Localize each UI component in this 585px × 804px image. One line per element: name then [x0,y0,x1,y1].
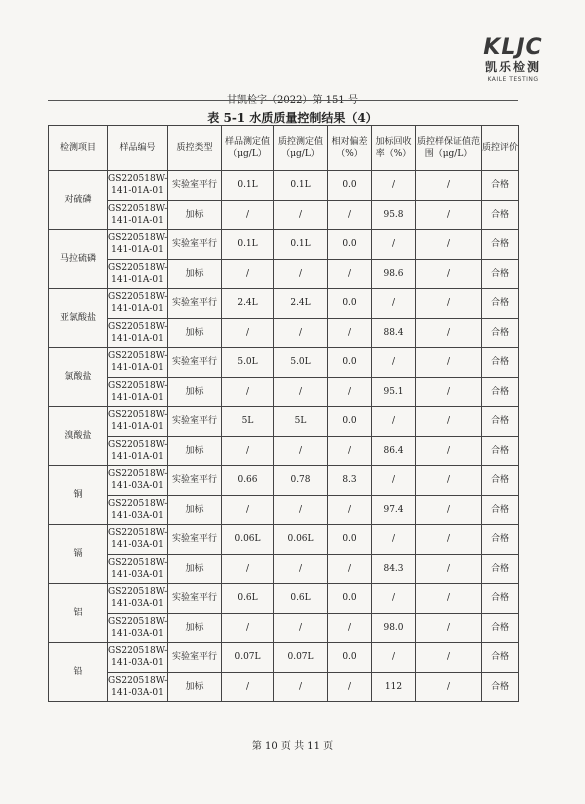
evaluation-cell: 合格 [482,495,519,525]
table-row [49,436,519,466]
qc-range-cell: / [416,525,482,555]
evaluation-cell: 合格 [482,466,519,496]
recovery-cell: / [372,584,416,614]
qc-type-cell: 实验室平行 [168,289,222,319]
relative-deviation-cell: / [328,377,372,407]
qc-type-cell: 加标 [168,259,222,289]
table-row [49,230,519,260]
header-qc-value: 质控测定值（μg/L） [274,126,328,171]
qc-type-cell: 实验室平行 [168,407,222,437]
sample-value-cell: 0.1L [222,171,274,201]
relative-deviation-cell: 0.0 [328,348,372,378]
sample-value-cell: / [222,436,274,466]
test-item-cell: 铝 [49,584,108,643]
evaluation-cell: 合格 [482,200,519,230]
recovery-cell: / [372,230,416,260]
qc-value-cell: 0.06L [274,525,328,555]
qc-range-cell: / [416,466,482,496]
evaluation-cell: 合格 [482,584,519,614]
relative-deviation-cell: 0.0 [328,407,372,437]
sample-id-cell: GS220518W-141-03A-01 [108,525,168,555]
sample-id-cell: GS220518W-141-03A-01 [108,466,168,496]
sample-value-cell: / [222,318,274,348]
recovery-cell: / [372,643,416,673]
header-qc-type: 质控类型 [168,126,222,171]
qc-value-cell: 0.78 [274,466,328,496]
header-relative-deviation: 相对偏差（%） [328,126,372,171]
qc-range-cell: / [416,289,482,319]
qc-range-cell: / [416,377,482,407]
relative-deviation-cell: / [328,259,372,289]
table-row [49,289,519,319]
sample-value-cell: / [222,259,274,289]
table-row [49,318,519,348]
sample-value-cell: / [222,554,274,584]
evaluation-cell: 合格 [482,554,519,584]
table-row [49,613,519,643]
recovery-cell: 97.4 [372,495,416,525]
relative-deviation-cell: / [328,200,372,230]
sample-value-cell: 2.4L [222,289,274,319]
table-title: 表 5-1 水质质量控制结果（4） [207,111,378,125]
sample-id-cell: GS220518W-141-03A-01 [108,613,168,643]
qc-range-cell: / [416,259,482,289]
sample-id-cell: GS220518W-141-01A-01 [108,200,168,230]
qc-value-cell: 0.1L [274,230,328,260]
qc-type-cell: 实验室平行 [168,525,222,555]
qc-range-cell: / [416,407,482,437]
sample-id-cell: GS220518W-141-03A-01 [108,554,168,584]
sample-id-cell: GS220518W-141-01A-01 [108,171,168,201]
header-item: 检测项目 [49,126,108,171]
qc-type-cell: 加标 [168,554,222,584]
qc-range-cell: / [416,436,482,466]
report-number: 甘凯检字（2022）第 151 号 [227,95,358,106]
relative-deviation-cell: 0.0 [328,525,372,555]
sample-id-cell: GS220518W-141-01A-01 [108,407,168,437]
qc-value-cell: / [274,318,328,348]
table-row [49,495,519,525]
sample-value-cell: 0.07L [222,643,274,673]
qc-value-cell: 5.0L [274,348,328,378]
sample-id-cell: GS220518W-141-01A-01 [108,289,168,319]
recovery-cell: / [372,348,416,378]
sample-id-cell: GS220518W-141-03A-01 [108,584,168,614]
qc-range-cell: / [416,584,482,614]
relative-deviation-cell: 0.0 [328,643,372,673]
recovery-cell: 95.1 [372,377,416,407]
table-row [49,259,519,289]
qc-type-cell: 加标 [168,613,222,643]
recovery-cell: 86.4 [372,436,416,466]
qc-type-cell: 实验室平行 [168,466,222,496]
page-footer: 第 10 页 共 11 页 [251,741,334,752]
relative-deviation-cell: 0.0 [328,584,372,614]
sample-value-cell: / [222,495,274,525]
sample-value-cell: / [222,672,274,702]
table-row [49,466,519,496]
test-item-cell: 亚氯酸盐 [49,289,108,348]
qc-value-cell: / [274,495,328,525]
qc-value-cell: 0.07L [274,643,328,673]
recovery-cell: 98.6 [372,259,416,289]
relative-deviation-cell: / [328,672,372,702]
relative-deviation-cell: / [328,436,372,466]
relative-deviation-cell: 8.3 [328,466,372,496]
table-row [49,171,519,201]
qc-type-cell: 加标 [168,672,222,702]
logo-mark: KLJC [483,35,543,60]
table-row [49,672,519,702]
qc-value-cell: / [274,613,328,643]
sample-value-cell: / [222,613,274,643]
evaluation-cell: 合格 [482,436,519,466]
evaluation-cell: 合格 [482,672,519,702]
header-qc-range: 质控样保证值范围（μg/L） [416,126,482,171]
table-body [49,171,519,702]
evaluation-cell: 合格 [482,525,519,555]
relative-deviation-cell: / [328,318,372,348]
recovery-cell: / [372,525,416,555]
relative-deviation-cell: 0.0 [328,230,372,260]
relative-deviation-cell: 0.0 [328,171,372,201]
table-header-row [49,126,519,171]
qc-type-cell: 实验室平行 [168,230,222,260]
sample-id-cell: GS220518W-141-03A-01 [108,672,168,702]
qc-range-cell: / [416,318,482,348]
sample-id-cell: GS220518W-141-01A-01 [108,377,168,407]
evaluation-cell: 合格 [482,289,519,319]
sample-id-cell: GS220518W-141-03A-01 [108,643,168,673]
qc-value-cell: / [274,554,328,584]
recovery-cell: / [372,171,416,201]
header-sample-value: 样品测定值（μg/L） [222,126,274,171]
test-item-cell: 氯酸盐 [49,348,108,407]
test-item-cell: 马拉硫磷 [49,230,108,289]
recovery-cell: / [372,289,416,319]
header-sample-id: 样品编号 [108,126,168,171]
table-row [49,525,519,555]
header-divider [48,100,518,101]
qc-range-cell: / [416,672,482,702]
sample-id-cell: GS220518W-141-03A-01 [108,495,168,525]
evaluation-cell: 合格 [482,643,519,673]
qc-value-cell: 0.6L [274,584,328,614]
relative-deviation-cell: / [328,495,372,525]
qc-value-cell: / [274,259,328,289]
evaluation-cell: 合格 [482,377,519,407]
test-item-cell: 铜 [49,466,108,525]
qc-type-cell: 实验室平行 [168,643,222,673]
recovery-cell: / [372,466,416,496]
qc-type-cell: 加标 [168,200,222,230]
logo-name-en: KAILE TESTING [487,76,539,83]
evaluation-cell: 合格 [482,613,519,643]
qc-type-cell: 加标 [168,318,222,348]
recovery-cell: 112 [372,672,416,702]
header-recovery: 加标回收率（%） [372,126,416,171]
qc-value-cell: / [274,377,328,407]
header-evaluation: 质控评价 [482,126,519,171]
table-row [49,348,519,378]
test-item-cell: 溴酸盐 [49,407,108,466]
relative-deviation-cell: / [328,613,372,643]
qc-type-cell: 实验室平行 [168,348,222,378]
relative-deviation-cell: 0.0 [328,289,372,319]
qc-range-cell: / [416,643,482,673]
evaluation-cell: 合格 [482,171,519,201]
recovery-cell: / [372,407,416,437]
table-row [49,407,519,437]
table-row [49,643,519,673]
sample-id-cell: GS220518W-141-01A-01 [108,230,168,260]
qc-range-cell: / [416,613,482,643]
test-item-cell: 铅 [49,643,108,702]
recovery-cell: 88.4 [372,318,416,348]
evaluation-cell: 合格 [482,318,519,348]
qc-range-cell: / [416,171,482,201]
qc-value-cell: 0.1L [274,171,328,201]
qc-value-cell: 2.4L [274,289,328,319]
test-item-cell: 镉 [49,525,108,584]
table-row [49,377,519,407]
qc-range-cell: / [416,495,482,525]
company-logo [454,36,572,84]
qc-range-cell: / [416,200,482,230]
qc-value-cell: 5L [274,407,328,437]
qc-range-cell: / [416,348,482,378]
table-row [49,200,519,230]
qc-type-cell: 实验室平行 [168,584,222,614]
logo-name-cn: 凯乐检测 [484,60,541,74]
recovery-cell: 98.0 [372,613,416,643]
recovery-cell: 95.8 [372,200,416,230]
evaluation-cell: 合格 [482,230,519,260]
sample-value-cell: 0.06L [222,525,274,555]
qc-type-cell: 加标 [168,377,222,407]
qc-value-cell: / [274,436,328,466]
sample-id-cell: GS220518W-141-01A-01 [108,259,168,289]
qc-value-cell: / [274,672,328,702]
sample-value-cell: 5.0L [222,348,274,378]
recovery-cell: 84.3 [372,554,416,584]
qc-type-cell: 加标 [168,436,222,466]
sample-value-cell: / [222,377,274,407]
evaluation-cell: 合格 [482,407,519,437]
qc-type-cell: 实验室平行 [168,171,222,201]
evaluation-cell: 合格 [482,348,519,378]
relative-deviation-cell: / [328,554,372,584]
sample-id-cell: GS220518W-141-01A-01 [108,436,168,466]
sample-value-cell: 5L [222,407,274,437]
qc-range-cell: / [416,554,482,584]
sample-value-cell: 0.66 [222,466,274,496]
qc-value-cell: / [274,200,328,230]
qc-range-cell: / [416,230,482,260]
sample-value-cell: / [222,200,274,230]
evaluation-cell: 合格 [482,259,519,289]
table-row [49,554,519,584]
test-item-cell: 对硫磷 [49,171,108,230]
sample-value-cell: 0.1L [222,230,274,260]
sample-value-cell: 0.6L [222,584,274,614]
table-row [49,584,519,614]
sample-id-cell: GS220518W-141-01A-01 [108,318,168,348]
sample-id-cell: GS220518W-141-01A-01 [108,348,168,378]
qc-type-cell: 加标 [168,495,222,525]
qc-results-table [48,125,519,702]
